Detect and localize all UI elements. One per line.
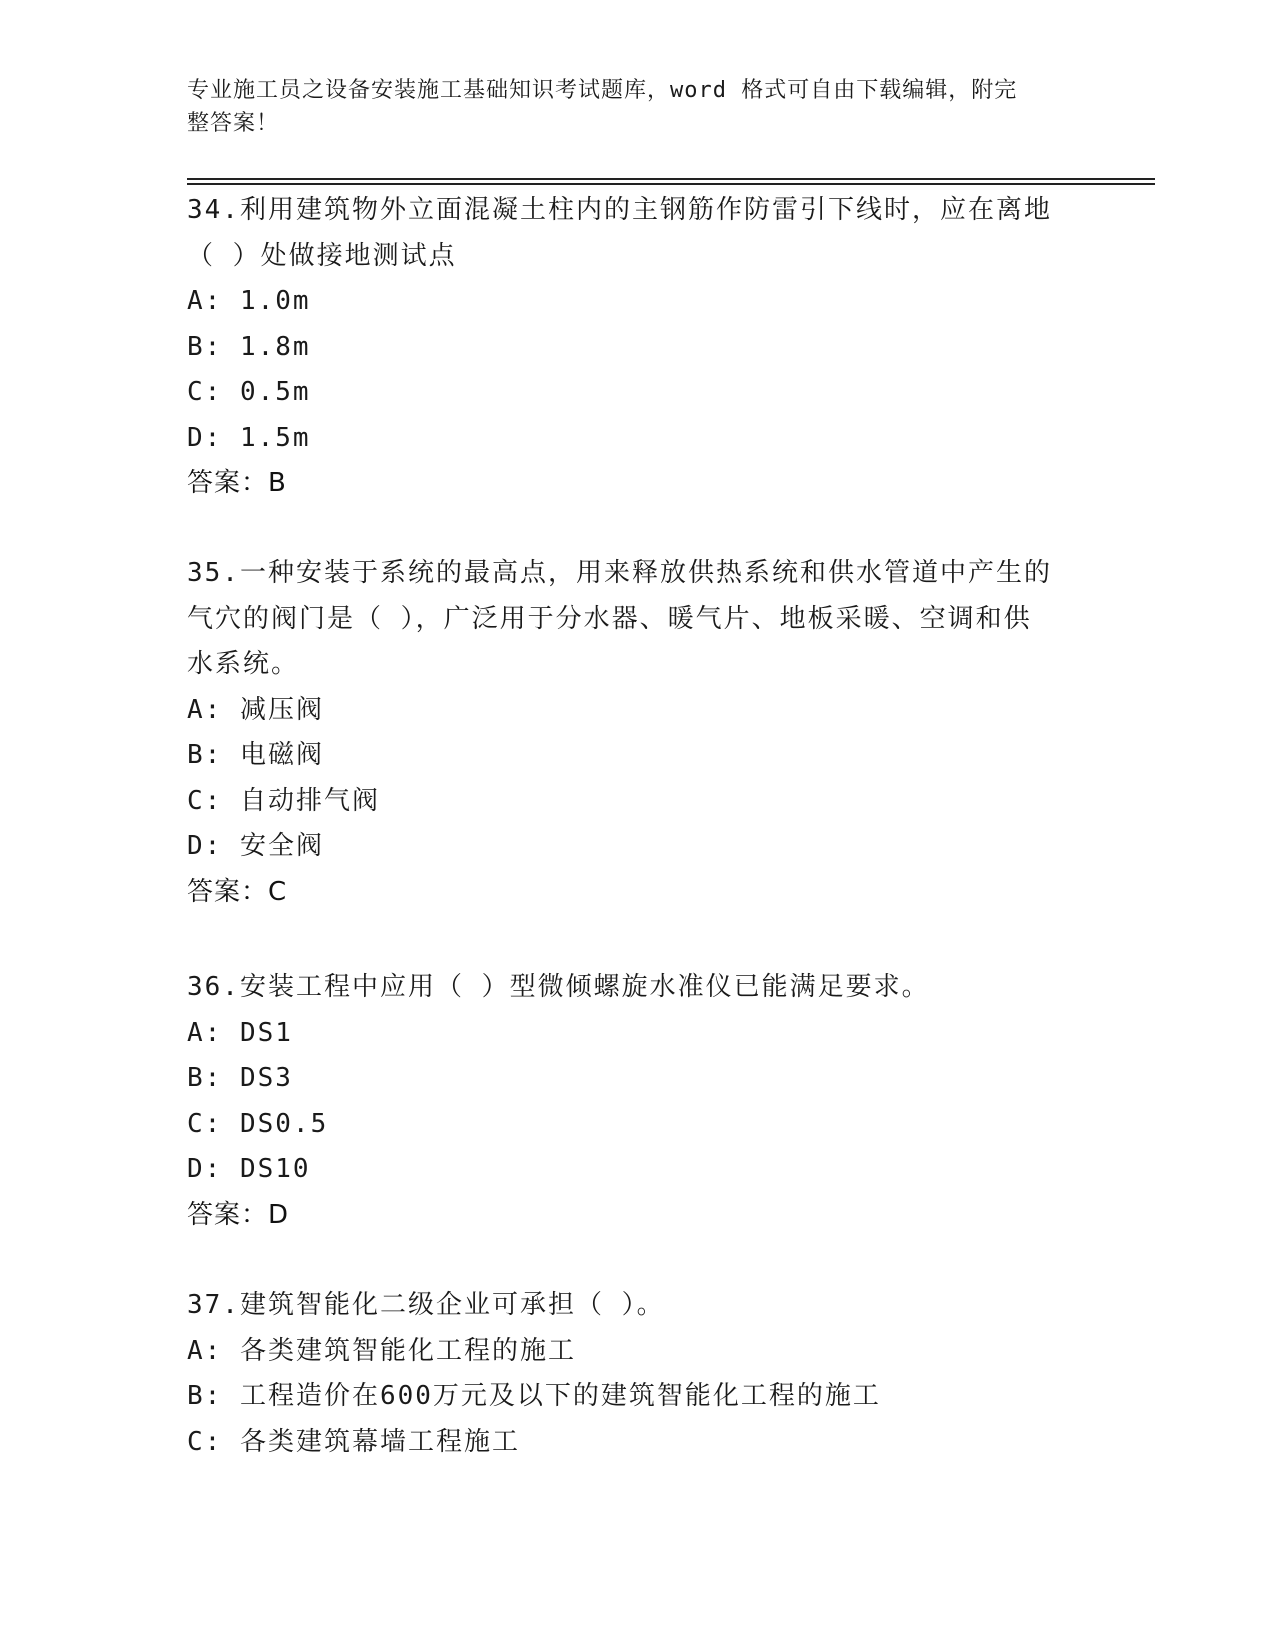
- question-stem-line: 35.一种安装于系统的最高点，用来释放供热系统和供水管道中产生的: [187, 558, 1052, 588]
- option-c: C: DS0.5: [187, 1108, 329, 1139]
- question-stem-line: 34.利用建筑物外立面混凝土柱内的主钢筋作防雷引下线时，应在离地: [187, 195, 1052, 225]
- header-divider-bottom: [187, 183, 1155, 185]
- option-d: D: DS10: [187, 1154, 311, 1184]
- header-line-2: 整答案！: [187, 111, 280, 136]
- option-a: A: 1.0m: [187, 286, 311, 316]
- answer-label: 答案：D: [187, 1199, 290, 1230]
- question-stem-line: 水系统。: [187, 649, 300, 679]
- header-divider-top: [187, 178, 1155, 180]
- option-a: A: DS1: [187, 1017, 293, 1048]
- option-d: D: 1.5m: [187, 422, 311, 453]
- question-stem-line: 37.建筑智能化二级企业可承担（ ）。: [187, 1290, 665, 1320]
- option-a: A: 减压阀: [187, 694, 324, 725]
- option-b: B: 工程造价在600万元及以下的建筑智能化工程的施工: [187, 1381, 881, 1411]
- header-line-1: 专业施工员之设备安装施工基础知识考试题库，word 格式可自由下载编辑，附完: [187, 78, 1018, 103]
- question-stem-line: 气穴的阀门是（ ），广泛用于分水器、暖气片、地板采暖、空调和供: [187, 603, 1032, 634]
- option-b: B: 1.8m: [187, 331, 311, 362]
- question-36: [187, 965, 1087, 1237]
- answer-label: 答案：B: [187, 468, 287, 498]
- question-stem-line: （ ）处做接地测试点: [187, 240, 457, 271]
- answer-label: 答案：C: [187, 876, 288, 907]
- option-a: A: 各类建筑智能化工程的施工: [187, 1335, 576, 1366]
- question-34: [187, 188, 1087, 505]
- option-c: C: 各类建筑幕墙工程施工: [187, 1426, 520, 1457]
- option-c: C: 0.5m: [187, 377, 311, 407]
- option-d: D: 安全阀: [187, 831, 324, 861]
- option-c: C: 自动排气阀: [187, 785, 380, 816]
- question-35: [187, 551, 1087, 914]
- document-header: [187, 74, 1067, 140]
- question-stem-line: 36.安装工程中应用（ ）型微倾螺旋水准仪已能满足要求。: [187, 972, 930, 1002]
- question-37: [187, 1283, 1087, 1465]
- option-b: B: DS3: [187, 1063, 293, 1093]
- option-b: B: 电磁阀: [187, 740, 324, 770]
